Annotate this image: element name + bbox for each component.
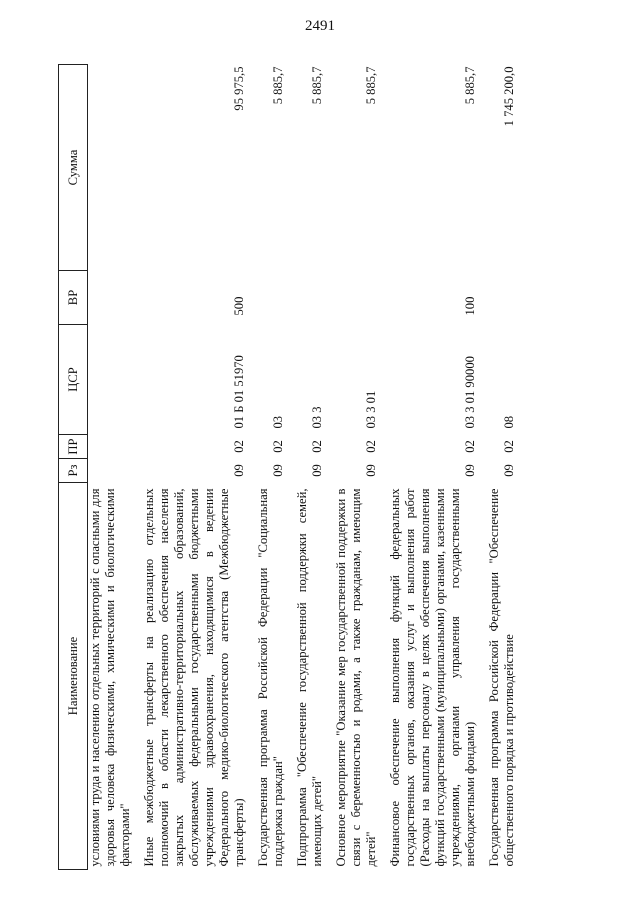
row-rz: 09 xyxy=(463,464,477,477)
row-sum: 95 975,5 xyxy=(232,66,246,111)
row-csr: 03 3 01 xyxy=(364,390,378,429)
header-name: Наименование xyxy=(59,483,88,870)
row-vr: 100 xyxy=(463,296,477,316)
table-row xyxy=(256,65,286,870)
row-pr: 02 xyxy=(232,440,246,453)
header-sum: Сумма xyxy=(59,65,88,271)
header-rz: Рз xyxy=(59,459,88,483)
table-row xyxy=(334,65,379,870)
header-csr: ЦСР xyxy=(59,325,88,435)
row-pr: 02 xyxy=(271,440,285,453)
header-vr: ВР xyxy=(59,271,88,325)
row-name: Основное мероприятие "Оказание мер государственной поддержки в связи с беременностью и родами, а также гражданам, имеющим детей" xyxy=(334,488,378,867)
row-pr: 02 xyxy=(463,440,477,453)
row-rz: 09 xyxy=(232,464,246,477)
row-vr: 500 xyxy=(232,296,246,316)
row-name: Государственная программа Российской Федерации "Социальная поддержка граждан" xyxy=(256,488,285,867)
row-rz xyxy=(88,459,134,483)
budget-table xyxy=(58,64,517,870)
row-vr xyxy=(334,271,379,325)
row-vr xyxy=(487,271,517,325)
table-row xyxy=(88,65,134,870)
row-sum: 5 885,7 xyxy=(271,66,285,105)
row-sum: 5 885,7 xyxy=(310,66,324,105)
row-csr: 01 Б 01 51970 xyxy=(232,355,246,429)
table-row xyxy=(487,65,517,870)
row-pr: 02 xyxy=(502,440,516,453)
row-rz: 09 xyxy=(271,464,285,477)
row-name: Государственная программа Российской Федерации "Обеспечение общественного порядка и противодействие xyxy=(487,488,516,867)
row-pr: 02 xyxy=(364,440,378,453)
row-name: Иные межбюджетные трансферты на реализацию отдельных полномочий в области лекарственного обеспечения населения закрытых административно-территориальных образований, обслуживаемых федеральными государственными бюджетными учреждениями здравоохранения, находящимися в ведении Федерального медико-биологического агентства (Межбюджетные трансферты) xyxy=(142,488,246,867)
row-csr: 03 3 01 90000 xyxy=(463,356,477,429)
row-pr xyxy=(88,435,134,459)
row-csr: 03 xyxy=(271,415,285,429)
table-row xyxy=(388,65,478,870)
row-sum: 1 745 200,0 xyxy=(502,66,516,127)
header-pr: ПР xyxy=(59,435,88,459)
budget-table-rotated xyxy=(58,65,591,870)
row-csr: 08 xyxy=(502,415,516,429)
table-row xyxy=(142,65,247,870)
row-vr xyxy=(256,271,286,325)
row-name: Подпрограмма "Обеспечение государственной поддержки семей, имеющих детей" xyxy=(295,488,324,867)
table-header-row xyxy=(59,65,88,870)
page-number: 2491 xyxy=(305,18,335,34)
row-rz: 09 xyxy=(310,464,324,477)
row-csr xyxy=(88,325,134,435)
row-sum xyxy=(88,65,134,271)
row-vr xyxy=(295,271,325,325)
row-vr xyxy=(88,271,134,325)
row-sum: 5 885,7 xyxy=(364,66,378,105)
row-csr: 03 3 xyxy=(310,406,324,429)
row-name: Финансовое обеспечение выполнения функций федеральных государственных органов, оказания услуг и выполнения работ (Расходы на выплаты персоналу в целях обеспечения выполнения функций государственными (муниципальными) органами, казенными учреждениями, органами управления государственными внебюджетными фондами) xyxy=(388,488,477,867)
row-name: условиями труда и населению отдельных территорий с опасными для здоровья человека физическими, химическими и биологическими факторами" xyxy=(88,488,132,867)
row-rz: 09 xyxy=(364,464,378,477)
row-rz: 09 xyxy=(502,464,516,477)
row-sum: 5 885,7 xyxy=(463,66,477,105)
table-row xyxy=(295,65,325,870)
row-pr: 02 xyxy=(310,440,324,453)
